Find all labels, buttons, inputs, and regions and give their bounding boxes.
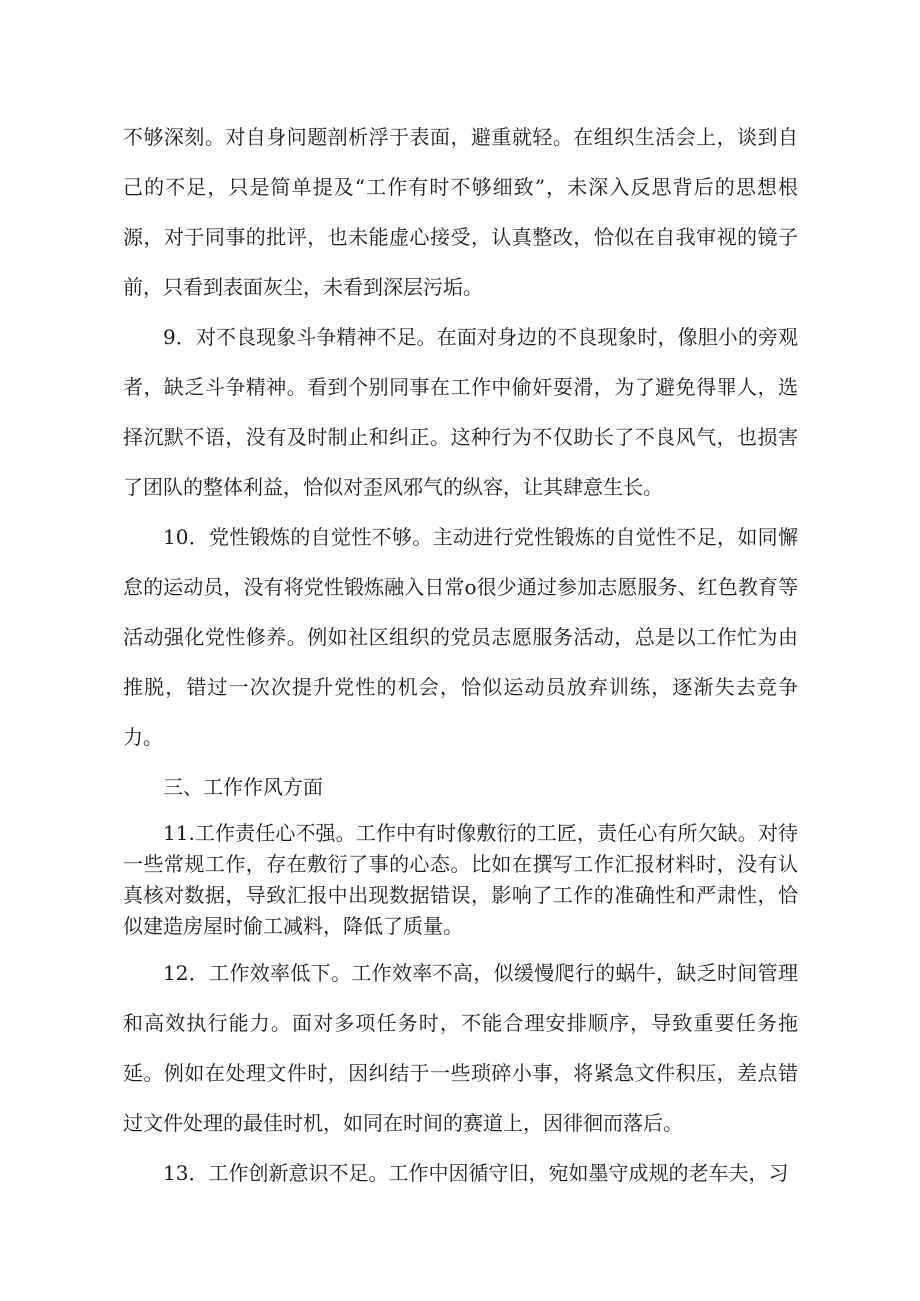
paragraph-continuation: 不够深刻。对自身问题剖析浮于表面，避重就轻。在组织生活会上，谈到自己的不足，只是简单提及“工作有时不够细致”，未深入反思背后的思想根源，对于同事的批评，也未能虚心接受，认真整改，恰似在自我审视的镜子前，只看到表面灰尘，未看到深层污垢。 — [123, 125, 798, 299]
paragraph-item-12: 12．工作效率低下。工作效率不高，似缓慢爬行的蜗牛，缺乏时间管理和高效执行能力。面对多项任务时，不能合理安排顺序，导致重要任务拖延。例如在处理文件时，因纠结于一些琐碎小事，将紧急文件积压，差点错过文件处理的最佳时机，如同在时间的赛道上，因徘徊而落后。 — [123, 961, 798, 1135]
section-heading-work-style: 三、工作作风方面 — [163, 775, 323, 799]
document-body — [123, 112, 798, 1198]
paragraph-item-9: 9．对不良现象斗争精神不足。在面对身边的不良现象时，像胆小的旁观者，缺乏斗争精神。看到个别同事在工作中偷奸耍滑，为了避免得罪人，选择沉默不语，没有及时制止和纠正。这种行为不仅助长了不良风气，也损害了团队的整体利益，恰似对歪风邪气的纵容，让其肆意生长。 — [123, 325, 798, 499]
paragraph-item-13: 13．工作创新意识不足。工作中因循守旧，宛如墨守成规的老车夫，习 — [163, 1161, 789, 1185]
paragraph-item-10: 10．党性锻炼的自觉性不够。主动进行党性锻炼的自觉性不足，如同懈怠的运动员，没有将党性锻炼融入日常o很少通过参加志愿服务、红色教育等活动强化党性修养。例如社区组织的党员志愿服务活动，总是以工作忙为由推脱，错过一次次提升党性的机会，恰似运动员放弃训练，逐渐失去竞争力。 — [123, 525, 798, 749]
paragraph-item-11: 11.工作责任心不强。工作中有时像敷衍的工匠，责任心有所欠缺。对待一些常规工作，存在敷衍了事的心态。比如在撰写工作汇报材料时，没有认真核对数据，导致汇报中出现数据错误，影响了工作的准确性和严肃性，恰似建造房屋时偷工减料，降低了质量。 — [123, 821, 798, 938]
